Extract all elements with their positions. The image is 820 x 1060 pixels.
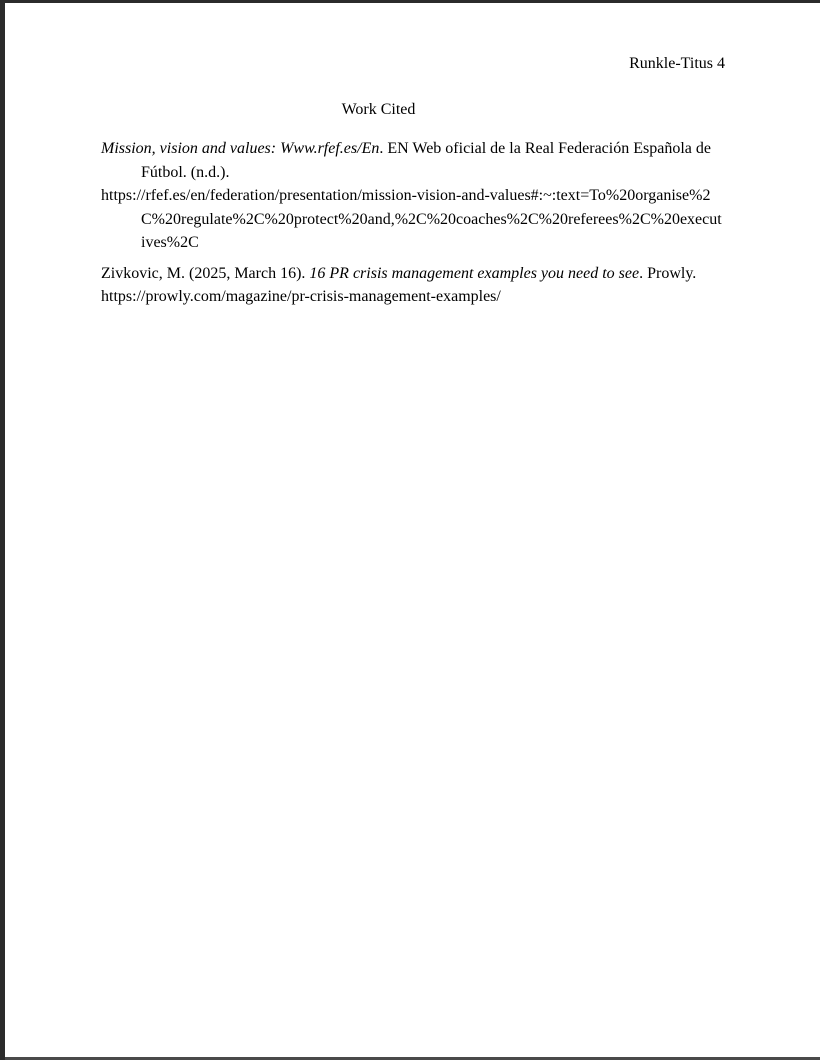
document-page [5,3,820,1057]
reference-publisher-text: . EN Web oficial de la Real Federación Española de Fútbol. (n.d.). [141,140,711,181]
reference-entry-rfef [101,137,726,255]
reference-title-italic: 16 PR crisis management examples you need to see [309,264,640,282]
running-head-page-number: Runkle-Titus 4 [629,55,725,72]
reference-url: https://rfef.es/en/federation/presentation/mission-vision-and-values#:~:text=To%20organise%2C%20regulate%2C%20protect%20and,%2C%20coaches%2C%20referees%2C%20executives%2C [101,187,722,251]
reference-entry-prowly [101,262,726,309]
reference-list [101,137,726,316]
works-cited-heading: Work Cited [341,101,416,118]
reference-url: https://prowly.com/magazine/pr-crisis-management-examples/ [101,288,501,305]
reference-author-date: Zivkovic, M. (2025, March 16). [101,264,310,282]
reference-publisher-text: . Prowly. [639,264,697,282]
reference-title-italic: Mission, vision and values: Www.rfef.es/En [101,140,380,157]
